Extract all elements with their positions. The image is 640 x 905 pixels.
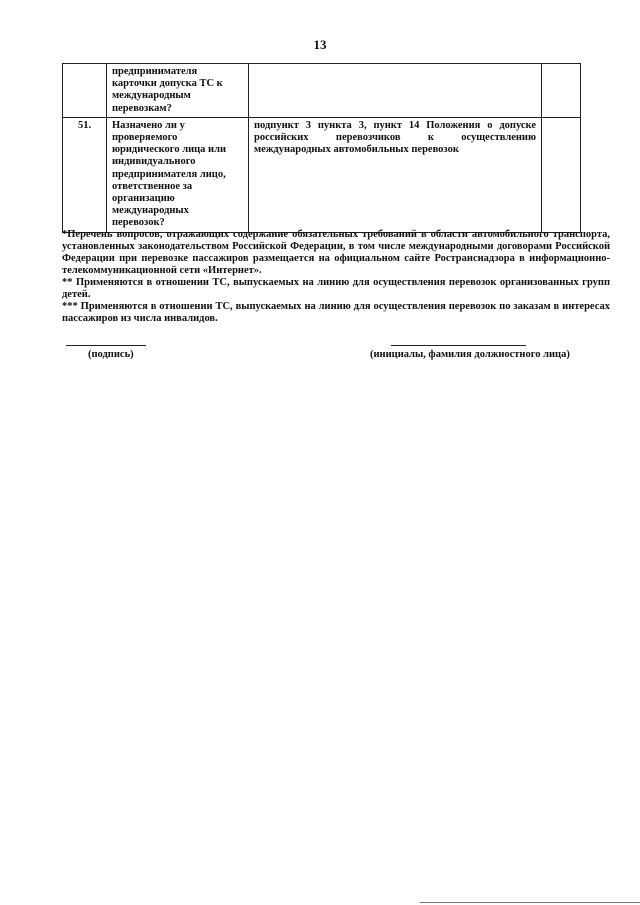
footnote-2: ** Применяются в отношении ТС, выпускаемых на линию для осуществления перевозок организованных групп детей. — [62, 277, 610, 300]
page-number: 13 — [313, 37, 327, 52]
row-number-cell — [63, 64, 107, 118]
reference-cell — [249, 64, 542, 118]
footnote-1: *Перечень вопросов, отражающих содержание обязательных требований в области автомобильного транспорта, установленных законодательством Российской Федерации, в том числе международными договорами Российской Федерации при перевозке пассажиров размещается на официальном сайте Ространснадзора в информационно-телекоммуникационной сети «Интернет». — [62, 229, 610, 276]
scan-edge-line — [420, 902, 640, 903]
table-row — [63, 117, 581, 232]
answer-cell — [542, 64, 581, 118]
table-row — [63, 64, 581, 118]
name-label: (инициалы, фамилия должностного лица) — [370, 349, 570, 360]
question-cell: предпринимателя карточки допуска ТС к международным перевозкам? — [107, 64, 249, 118]
footnote-3: *** Применяются в отношении ТС, выпускаемых на линию для осуществления перевозок по заказам в интересах пассажиров из числа инвалидов. — [62, 301, 610, 324]
footnotes — [62, 229, 610, 325]
question-cell: Назначено ли у проверяемого юридического лица или индивидуального предпринимателя лицо, ответственное за организацию международных перевозок? — [107, 117, 249, 232]
reference-cell: подпункт 3 пункта 3, пункт 14 Положения о допуске российских перевозчиков к осуществлению международных автомобильных перевозок — [249, 117, 542, 232]
signature-line — [66, 345, 146, 346]
row-number-cell: 51. — [63, 117, 107, 232]
checklist-table — [62, 63, 581, 233]
answer-cell — [542, 117, 581, 232]
signature-label: (подпись) — [88, 349, 134, 360]
name-line — [391, 345, 526, 346]
